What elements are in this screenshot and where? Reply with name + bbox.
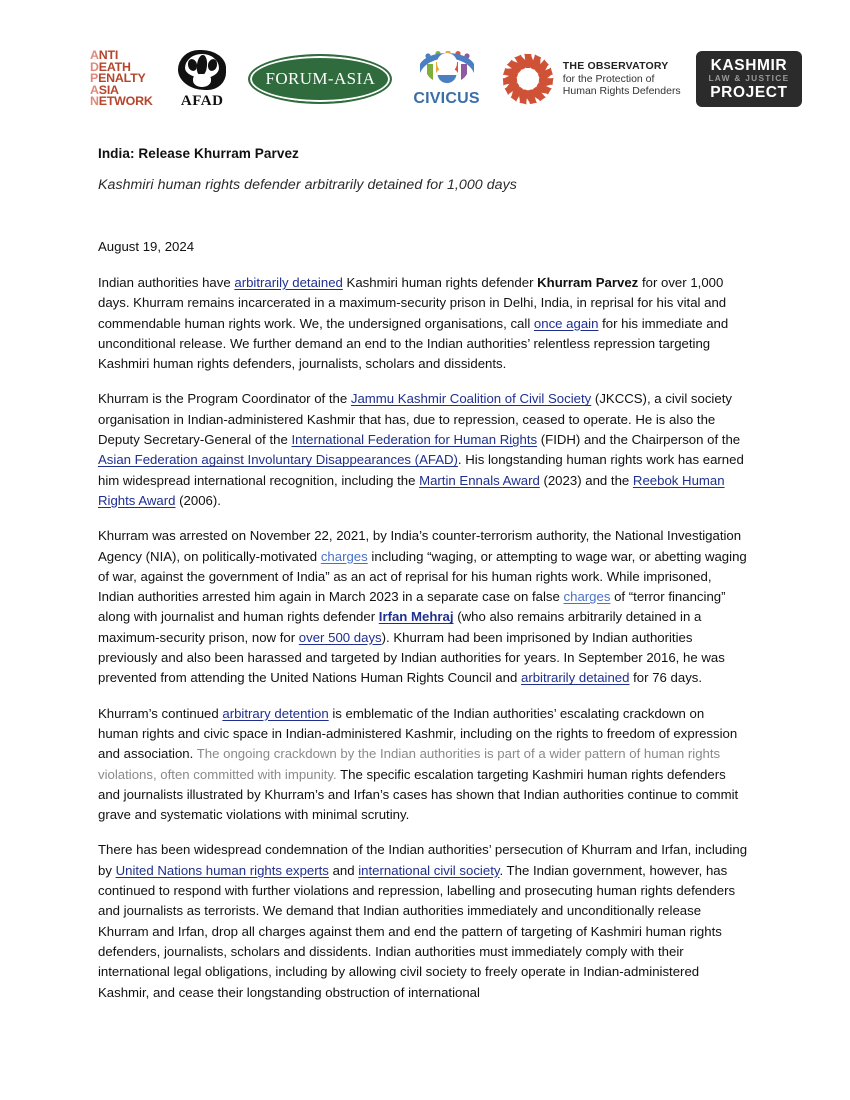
- body-link[interactable]: charges: [320, 548, 368, 564]
- adpan-line-5-rest: ETWORK: [98, 94, 153, 109]
- adpan-line-3-lead: P: [90, 71, 99, 86]
- afad-skull-icon: [175, 48, 229, 92]
- body-text: . His longstanding human rights work has earned him widespread international recognition, including the: [98, 452, 744, 488]
- civicus-people-circle-icon: [414, 51, 480, 89]
- logo-kashmir-law-justice-project: [696, 51, 802, 107]
- body-text: (who also remains arbitrarily detained in a maximum-security prison, now for: [98, 609, 702, 645]
- kljp-line-1: KASHMIR: [710, 56, 788, 74]
- paragraph-5: [98, 840, 748, 1002]
- kljp-line-3: PROJECT: [710, 83, 788, 101]
- observatory-pinwheel-icon: [501, 52, 555, 106]
- organisation-logo-bar: [90, 38, 802, 120]
- logo-adpan: [90, 50, 156, 107]
- body-text: Khurram was arrested on November 22, 2021, by India’s counter-terrorism authority, the National Investigation Agency (NIA), on politically-motivated: [98, 528, 742, 564]
- body-text: (2006).: [175, 492, 221, 508]
- observatory-subtitle-2: Human Rights Defenders: [562, 85, 681, 98]
- kljp-line-2: LAW & JUSTICE: [708, 73, 790, 84]
- forum-asia-wordmark: FORUM-ASIA: [265, 69, 376, 88]
- adpan-line-5-lead: N: [90, 94, 99, 109]
- body-text: for over 1,000 days. Khurram remains incarcerated in a maximum-security prison in Delhi, India, in reprisal for his vital and commendable human rights work. We, the undersigned organisations, call: [98, 275, 727, 331]
- body-link[interactable]: over 500 days: [298, 629, 382, 645]
- document-body: [98, 146, 748, 1018]
- paragraph-1: [98, 273, 748, 374]
- muted-text: The ongoing crackdown by the Indian authorities is part of a wider pattern of human rights violations, often committed with impunity.: [98, 746, 721, 782]
- emphasis-text: Khurram Parvez: [537, 275, 639, 290]
- body-text: . The Indian government, however, has continued to respond with further violations and repression, labelling and prosecuting human rights defenders and journalists as terrorists. We demand that Indian authorities immediately and unconditionally release Khurram and Irfan, drop all charges against them and end the pattern of targeting of Kashmiri human rights defenders, journalists, scholars and dissidents. Indian authorities must immediately comply with their international legal obligations, including by allowing civil society to freely operate in Indian-administered Kashmir, and cease their longstanding obstruction of international: [98, 862, 736, 1000]
- body-text: for his immediate and unconditional release. We further demand an end to the Indian authorities’ relentless repression targeting Kashmiri human rights defenders, journalists, scholars and dissidents.: [98, 315, 729, 372]
- body-text: is emblematic of the Indian authorities’ escalating crackdown on human rights and civic space in Indian-administered Kashmir, including on the rights to freedom of expression and association.: [98, 705, 738, 762]
- paragraph-3: [98, 526, 748, 688]
- body-link[interactable]: Reebok Human Rights Award: [98, 472, 725, 508]
- afad-wordmark: AFAD: [180, 93, 224, 109]
- body-link[interactable]: charges: [563, 589, 611, 605]
- logo-the-observatory: [501, 52, 681, 106]
- adpan-line-4-lead: A: [90, 82, 99, 97]
- paragraph-2: [98, 389, 748, 511]
- body-link[interactable]: arbitrarily detained: [234, 275, 343, 290]
- body-text: for 76 days.: [629, 670, 703, 686]
- adpan-line-2-lead: D: [90, 59, 99, 74]
- adpan-line-1-rest: NTI: [98, 48, 119, 63]
- body-text: including “waging, or attempting to wage war, or abetting waging of war, against the government of India” as an act of reprisal for his human rights work. While imprisoned, Indian authorities arrested him again in March 2023 in a separate case on false: [98, 548, 747, 605]
- adpan-line-2-rest: EATH: [98, 59, 131, 74]
- adpan-line-1-lead: A: [90, 48, 99, 63]
- body-text: Khurram is the Program Coordinator of the: [98, 391, 351, 407]
- body-link[interactable]: Irfan Mehraj: [378, 609, 454, 625]
- body-text: Khurram’s continued: [98, 705, 223, 721]
- adpan-wordmark: [90, 50, 156, 107]
- body-link[interactable]: once again: [533, 315, 599, 331]
- logo-afad: [171, 48, 233, 110]
- body-text: (FIDH) and the Chairperson of the: [537, 432, 741, 448]
- body-link[interactable]: United Nations human rights experts: [115, 862, 329, 878]
- observatory-subtitle-1: for the Protection of: [562, 72, 655, 85]
- logo-forum-asia: [248, 54, 392, 104]
- body-text: Kashmiri human rights defender: [342, 275, 538, 290]
- body-text: (2023) and the: [539, 472, 633, 488]
- observatory-title: THE OBSERVATORY: [562, 59, 669, 72]
- paragraph-4: [98, 704, 748, 826]
- body-text: ). Khurram had been imprisoned by Indian authorities previously and also been harassed and targeted by Indian authorities for years. In September 2016, he was prevented from attending the United Nations Human Rights Council and: [98, 629, 725, 686]
- adpan-line-4-rest: SIA: [98, 82, 119, 97]
- page-subtitle: Kashmiri human rights defender arbitrarily detained for 1,000 days: [98, 177, 517, 193]
- body-link[interactable]: international civil society: [358, 862, 500, 878]
- body-text: and: [328, 862, 359, 878]
- body-link[interactable]: International Federation for Human Rights: [291, 432, 538, 448]
- civicus-wordmark: CIVICUS: [413, 89, 480, 107]
- page-title: India: Release Khurram Parvez: [98, 146, 299, 161]
- body-text: of “terror financing” along with journalist and human rights defender: [98, 589, 726, 625]
- body-text: (JKCCS), a civil society organisation in Indian-administered Kashmir that has, due to repression, ceased to operate. He is also the Deputy Secretary-General of the: [98, 391, 732, 448]
- publication-date: August 19, 2024: [98, 239, 195, 254]
- forum-asia-oval: [248, 54, 392, 104]
- body-link[interactable]: arbitrarily detained: [520, 670, 630, 686]
- body-text: The specific escalation targeting Kashmiri human rights defenders and journalists illustrated by Khurram’s and Irfan’s cases has shown that Indian authorities continue to commit grave and systematic violations with minimal scrutiny.: [98, 766, 739, 823]
- body-link[interactable]: Martin Ennals Award: [419, 472, 540, 488]
- body-link[interactable]: Jammu Kashmir Coalition of Civil Society: [350, 391, 592, 407]
- body-link[interactable]: arbitrary detention: [222, 705, 329, 721]
- body-link[interactable]: Asian Federation against Involuntary Disappearances (AFAD): [98, 452, 458, 468]
- body-text: Indian authorities have: [98, 275, 235, 290]
- adpan-line-3-rest: ENALTY: [98, 71, 146, 86]
- logo-civicus: [408, 51, 486, 108]
- body-text: There has been widespread condemnation of the Indian authorities’ persecution of Khurram and Irfan, including by: [98, 842, 748, 878]
